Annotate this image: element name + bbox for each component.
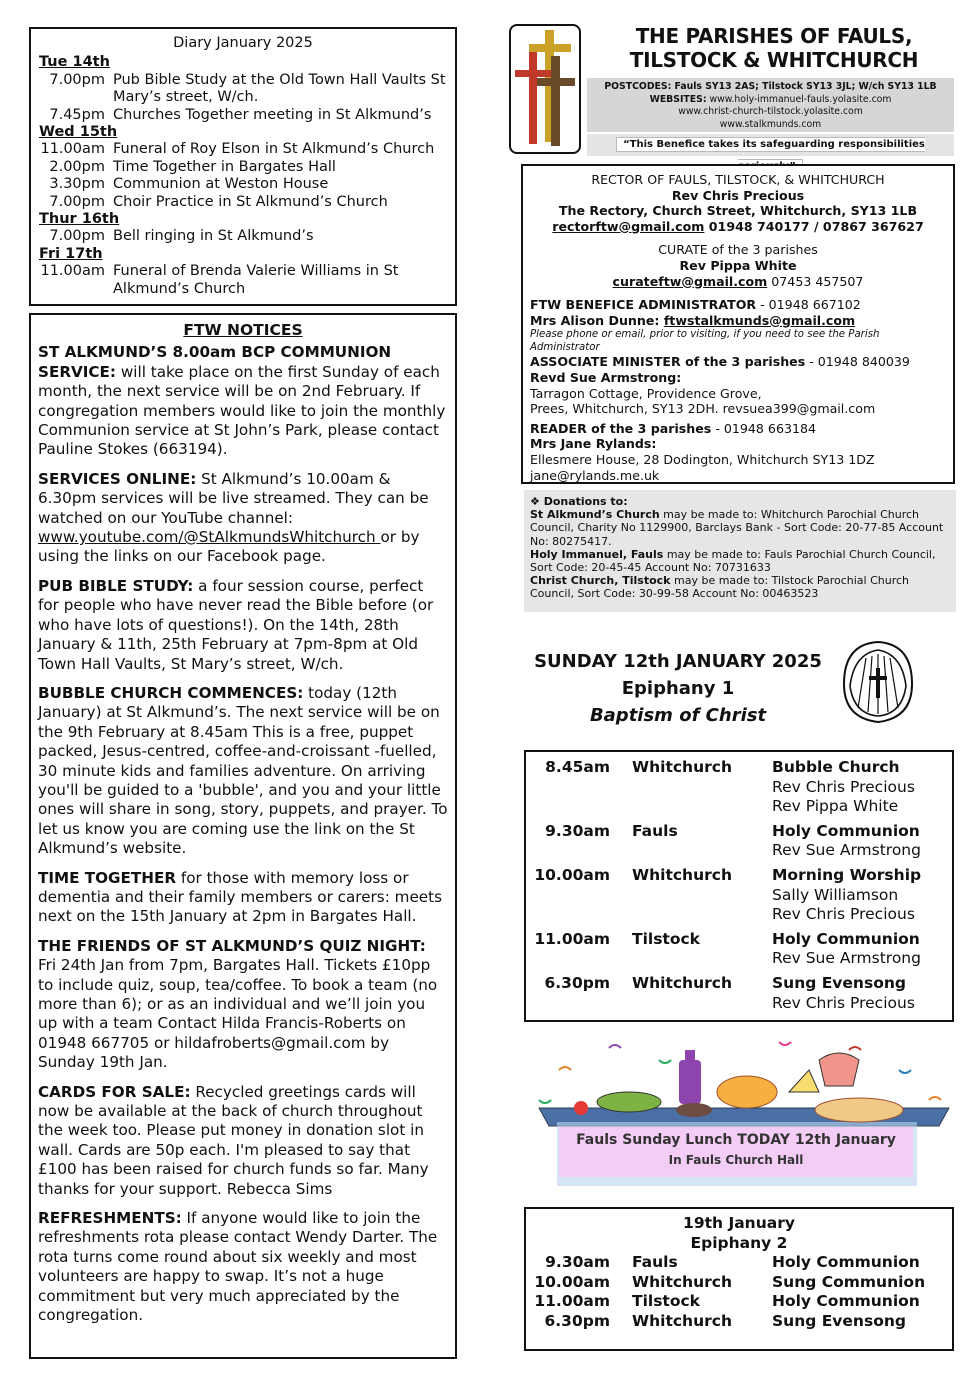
service-time: 9.30am <box>545 821 610 840</box>
next-service-title: Sung Evensong <box>772 1311 906 1330</box>
crosses-logo <box>509 24 581 154</box>
service-details <box>772 822 946 861</box>
next-service-title: Sung Communion <box>772 1272 926 1291</box>
sunday-feast: Epiphany 1 <box>621 678 735 699</box>
diary-event <box>39 194 447 211</box>
admin-email[interactable]: ftwstalkmunds@gmail.com <box>663 312 856 328</box>
next-service-row <box>532 1273 946 1293</box>
service-leader: Rev Sue Armstrong <box>772 841 921 860</box>
diary-event-time: 2.00pm <box>49 158 105 175</box>
service-time: 8.45am <box>545 758 610 776</box>
diary-event-time: 7.00pm <box>49 193 105 210</box>
reader-phone: - 01948 663184 <box>711 420 817 436</box>
service-row <box>532 930 946 969</box>
service-leader: Sally Williamson <box>772 885 899 904</box>
rector-address: The Rectory, Church Street, Whitchurch, SY13 1LB <box>558 203 918 219</box>
parish-title-line2: TILSTOCK & WHITCHURCH <box>629 48 919 72</box>
rector-name: Rev Chris Precious <box>671 187 805 203</box>
service-row <box>532 822 946 861</box>
diary-day-heading: Tue 14th <box>39 54 110 71</box>
diary-event <box>39 176 447 193</box>
service-time: 11.00am <box>534 929 610 948</box>
curate-contact <box>530 274 946 290</box>
next-week-feast: Epiphany 2 <box>690 1233 788 1252</box>
diary-event-text: Bell ringing in St Alkmund’s <box>113 228 314 245</box>
notice-item <box>38 869 448 927</box>
service-place: Whitchurch <box>632 865 732 884</box>
parish-title <box>590 24 958 72</box>
diary-event-text: Choir Practice in St Alkmund’s Church <box>113 193 388 210</box>
admin-note: Please phone or email, prior to visiting, if you need to see the Parish Administrator <box>530 329 880 354</box>
notice-heading: ST ALKMUND’S 8.00am BCP COMMUNION SERVICE: <box>38 343 392 381</box>
reader-line <box>530 421 946 437</box>
donation-item <box>530 508 950 548</box>
rector-phones: 01948 740177 / 07867 367627 <box>704 218 924 234</box>
notice-heading: THE FRIENDS OF ST ALKMUND’S QUIZ NIGHT: <box>38 936 426 955</box>
diary-day-heading: Thur 16th <box>39 211 120 228</box>
next-service-row <box>532 1253 946 1273</box>
next-service-place: Fauls <box>632 1253 678 1272</box>
notice-item <box>38 470 448 567</box>
next-service-time: 11.00am <box>534 1292 610 1311</box>
diary-event-time: 3.30pm <box>49 176 105 193</box>
service-title: Sung Evensong <box>772 973 906 992</box>
baptism-shell-icon <box>836 634 920 726</box>
services-box <box>524 750 954 1022</box>
notice-item <box>38 1083 448 1199</box>
notice-heading: BUBBLE CHURCH COMMENCES: <box>38 683 304 702</box>
next-week-date: 19th January <box>683 1214 795 1232</box>
diary-event <box>39 141 447 158</box>
diary-event <box>39 159 447 176</box>
websites-line <box>587 94 954 107</box>
next-service-title: Holy Communion <box>772 1253 920 1272</box>
donations-panel <box>524 490 956 612</box>
next-week-box <box>524 1207 954 1351</box>
notice-item <box>38 684 448 859</box>
next-service-row <box>532 1292 946 1312</box>
admin-name-line <box>530 313 946 329</box>
next-service-row <box>532 1312 946 1332</box>
rector-contact <box>530 219 946 235</box>
lunch-banner <box>559 1127 913 1177</box>
next-service-time: 6.30pm <box>544 1311 610 1330</box>
website-fauls[interactable]: www.holy-immanuel-fauls.yolasite.com <box>709 93 892 105</box>
sunday-heading <box>521 648 835 729</box>
donation-item <box>530 574 950 600</box>
service-row <box>532 866 946 925</box>
next-service-time: 9.30am <box>545 1253 610 1272</box>
notice-item <box>38 577 448 674</box>
notice-heading: REFRESHMENTS: <box>38 1209 182 1228</box>
reader-address: Ellesmere House, 28 Dodington, Whitchurch SY13 1DZ <box>530 451 875 467</box>
admin-phone: - 01948 667102 <box>756 297 861 313</box>
diary-event <box>39 72 447 107</box>
diary-event-time: 7.45pm <box>49 106 105 123</box>
website-stalkmunds[interactable]: www.stalkmunds.com <box>719 118 822 130</box>
diary-event-text: Funeral of Roy Elson in St Alkmund’s Church <box>113 141 435 158</box>
service-row <box>532 974 946 1013</box>
notice-body: Fri 24th Jan from 7pm, Bargates Hall. Tickets £10pp to include quiz, soup, tea/coffee. To book a team (no more than 6); or as an individual and we’ll join you up with a team Contact Hilda Francis-Roberts on 01948 667705 or hildafroberts@gmail.com by Sunday 19th Jan. <box>38 956 438 1072</box>
notice-body-after: or by using the links on our Facebook page. <box>38 528 420 566</box>
diary-event-text: Churches Together meeting in St Alkmund’s <box>113 106 432 123</box>
next-service-place: Tilstock <box>632 1292 700 1311</box>
assoc-address-2: Prees, Whitchurch, SY13 2DH. revsuea399@gmail.com <box>530 401 876 417</box>
service-details <box>772 930 946 969</box>
service-title: Bubble Church <box>772 758 900 776</box>
next-service-place: Whitchurch <box>632 1272 732 1291</box>
service-title: Holy Communion <box>772 821 920 840</box>
notice-body: If anyone would like to join the refreshments rota please contact Wendy Darter. The rota turns come round about six weekly and most volunteers are happy to swap. It’s not a huge commitment but very much appreciated by the congregation. <box>38 1209 438 1325</box>
websites-label: WEBSITES: <box>649 93 707 105</box>
admin-title: FTW BENEFICE ADMINISTRATOR <box>530 297 757 313</box>
diary-day-heading: Fri 17th <box>39 245 103 262</box>
diary-event-time: 11.00am <box>40 263 105 280</box>
diary-event-time: 7.00pm <box>49 71 105 88</box>
donation-details: may be made to: Whitchurch Parochial Church Council, Charity No 1129900, Barclays Bank - Sort Code: 20-77-85 Account No: 80275417. <box>530 508 944 548</box>
service-place: Whitchurch <box>632 758 732 776</box>
service-leader: Rev Chris Precious <box>772 905 915 924</box>
service-row <box>532 758 946 817</box>
diary-event-time: 11.00am <box>40 141 105 158</box>
crosses-icon <box>511 26 579 152</box>
notices-title: FTW NOTICES <box>183 321 303 339</box>
safeguarding-banner <box>587 134 954 156</box>
assoc-line <box>530 354 946 370</box>
notices-box <box>29 313 457 1359</box>
assoc-address-1: Tarragon Cottage, Providence Grove, <box>530 385 762 401</box>
service-title: Holy Communion <box>772 929 920 948</box>
notice-item <box>38 937 448 1073</box>
service-leader: Rev Chris Precious <box>772 777 915 796</box>
notice-heading: CARDS FOR SALE: <box>38 1082 191 1101</box>
service-details <box>772 866 946 925</box>
service-leader: Rev Pippa White <box>772 797 899 816</box>
diary-event-text: Funeral of Brenda Valerie Williams in St Alkmund’s Church <box>113 263 399 297</box>
services-list <box>532 758 946 1013</box>
website-tilstock[interactable]: www.christ-church-tilstock.yolasite.com <box>678 106 863 117</box>
parish-title-line1: THE PARISHES OF FAULS, <box>635 24 913 48</box>
diary-event <box>39 107 447 124</box>
notice-body: St Alkmund’s 10.00am & 6.30pm services will be live streamed. They can be watched on our YouTube channel: <box>38 469 429 527</box>
service-time: 10.00am <box>534 865 610 884</box>
notices-list <box>38 343 448 1325</box>
reader-title: READER of the 3 parishes <box>530 420 712 436</box>
diary-event-text: Communion at Weston House <box>113 176 329 193</box>
service-place: Tilstock <box>632 929 700 948</box>
curate-phone: 07453 457507 <box>767 273 864 289</box>
service-details <box>772 758 946 817</box>
curate-email[interactable]: curateftw@gmail.com <box>612 273 768 289</box>
rector-email[interactable]: rectorftw@gmail.com <box>552 218 705 234</box>
notice-item <box>38 343 448 459</box>
service-leader: Rev Sue Armstrong <box>772 949 921 968</box>
donation-details: may be made to: Fauls Parochial Church Council, Sort Code: 20-45-45 Account No: 70731633 <box>530 547 936 575</box>
service-title: Morning Worship <box>772 865 922 884</box>
diary-event-text: Pub Bible Study at the Old Town Hall Vaults St Mary’s street, W/ch. <box>113 71 446 106</box>
diary-event <box>39 263 447 298</box>
next-service-title: Holy Communion <box>772 1292 920 1311</box>
curate-title: CURATE of the 3 parishes <box>658 242 818 258</box>
admin-line <box>530 297 946 313</box>
donation-item <box>530 548 950 574</box>
diary-event-time: 7.00pm <box>49 228 105 245</box>
sunday-subtitle: Baptism of Christ <box>589 705 767 726</box>
diary-title: Diary January 2025 <box>173 35 313 51</box>
notice-heading: SERVICES ONLINE: <box>38 469 197 488</box>
admin-name: Mrs Alison Dunne: <box>530 312 660 328</box>
diary-event <box>39 228 447 245</box>
service-leader: Rev Chris Precious <box>772 993 915 1012</box>
diary-box <box>29 27 457 306</box>
assoc-phone: - 01948 840039 <box>805 354 910 370</box>
rector-title: RECTOR OF FAULS, TILSTOCK, & WHITCHURCH <box>591 172 885 187</box>
diary-days <box>39 54 447 298</box>
reader-email[interactable]: jane@rylands.me.uk <box>530 467 660 483</box>
contacts-box <box>521 164 955 484</box>
notice-link[interactable]: www.youtube.com/@StAlkmundsWhitchurch <box>38 528 381 547</box>
lunch-line1: Fauls Sunday Lunch TODAY 12th January <box>576 1132 896 1148</box>
next-service-time: 10.00am <box>534 1272 610 1291</box>
service-time: 6.30pm <box>544 973 610 992</box>
donations-list <box>530 508 950 600</box>
postcodes-text: POSTCODES: Fauls SY13 2AS; Tilstock SY13 3JL; W/ch SY13 1LB <box>604 81 937 92</box>
safeguarding-text: “This Benefice takes its safeguarding responsibilities <box>616 137 925 174</box>
donations-title: ❖ Donations to: <box>530 495 628 508</box>
service-place: Whitchurch <box>632 973 732 992</box>
notice-heading: PUB BIBLE STUDY: <box>38 576 194 595</box>
service-details <box>772 974 946 1013</box>
donation-church: Christ Church, Tilstock <box>530 574 671 588</box>
donation-church: St Alkmund’s Church <box>530 508 660 522</box>
postcodes-panel <box>587 78 954 132</box>
lunch-line2: In Fauls Church Hall <box>668 1153 804 1167</box>
service-place: Fauls <box>632 821 678 840</box>
curate-name: Rev Pippa White <box>679 257 797 273</box>
assoc-name: Revd Sue Armstrong: <box>530 369 682 385</box>
reader-name: Mrs Jane Rylands: <box>530 436 657 452</box>
notice-body: Recycled greetings cards will now be available at the back of church throughout the week too. Please put money in donation slot in wall. Cards are 50p each. I'm pleased to say that £100 has been raised for church funds so far. Many thanks for your support. Rebecca Sims <box>38 1082 429 1198</box>
donation-church: Holy Immanuel, Fauls <box>530 547 664 561</box>
diary-day-heading: Wed 15th <box>39 124 118 141</box>
notice-body: a four session course, perfect for people who have never read the Bible before (or who have lots of questions!). On the 14th, 28th January & 11th, 25th February at 7pm-8pm at Old Town Hall Vaults, St Mary’s street, W/ch. <box>38 576 434 673</box>
donation-details: may be made to: Tilstock Parochial Church Council, Sort Code: 30-99-58 Account No: 00463523 <box>530 574 910 601</box>
diary-event-text: Time Together in Bargates Hall <box>113 158 336 175</box>
notice-heading: TIME TOGETHER <box>38 868 177 887</box>
sunday-date: SUNDAY 12th JANUARY 2025 <box>534 651 822 672</box>
next-service-place: Whitchurch <box>632 1311 732 1330</box>
notice-body: will take place on the first Sunday of each month, the next service will be on 2nd February. If congregation members would like to join the monthly Communion service at St John’s Park, please contact Pauline Stokes (663194). <box>38 362 446 459</box>
assoc-title: ASSOCIATE MINISTER of the 3 parishes <box>530 354 806 370</box>
next-week-list <box>532 1253 946 1331</box>
notice-item <box>38 1209 448 1325</box>
notice-body: for those with memory loss or dementia and their family members or carers: meets next on the 15th January at 2pm in Bargates Hall. <box>38 868 443 926</box>
notice-body: today (12th January) at St Alkmund’s. The next service will be on the 9th February at 8.45am This is a free, puppet packed, Jesus-centred, coffee-and-croissant -fuelled, 30 minute kids and families adventure. On arriving you'll be guided to a 'bubble', and you and your little ones will share in song, story, puppets, and prayer. To let us know you are coming use the link on the St Alkmund’s website. <box>38 683 448 858</box>
